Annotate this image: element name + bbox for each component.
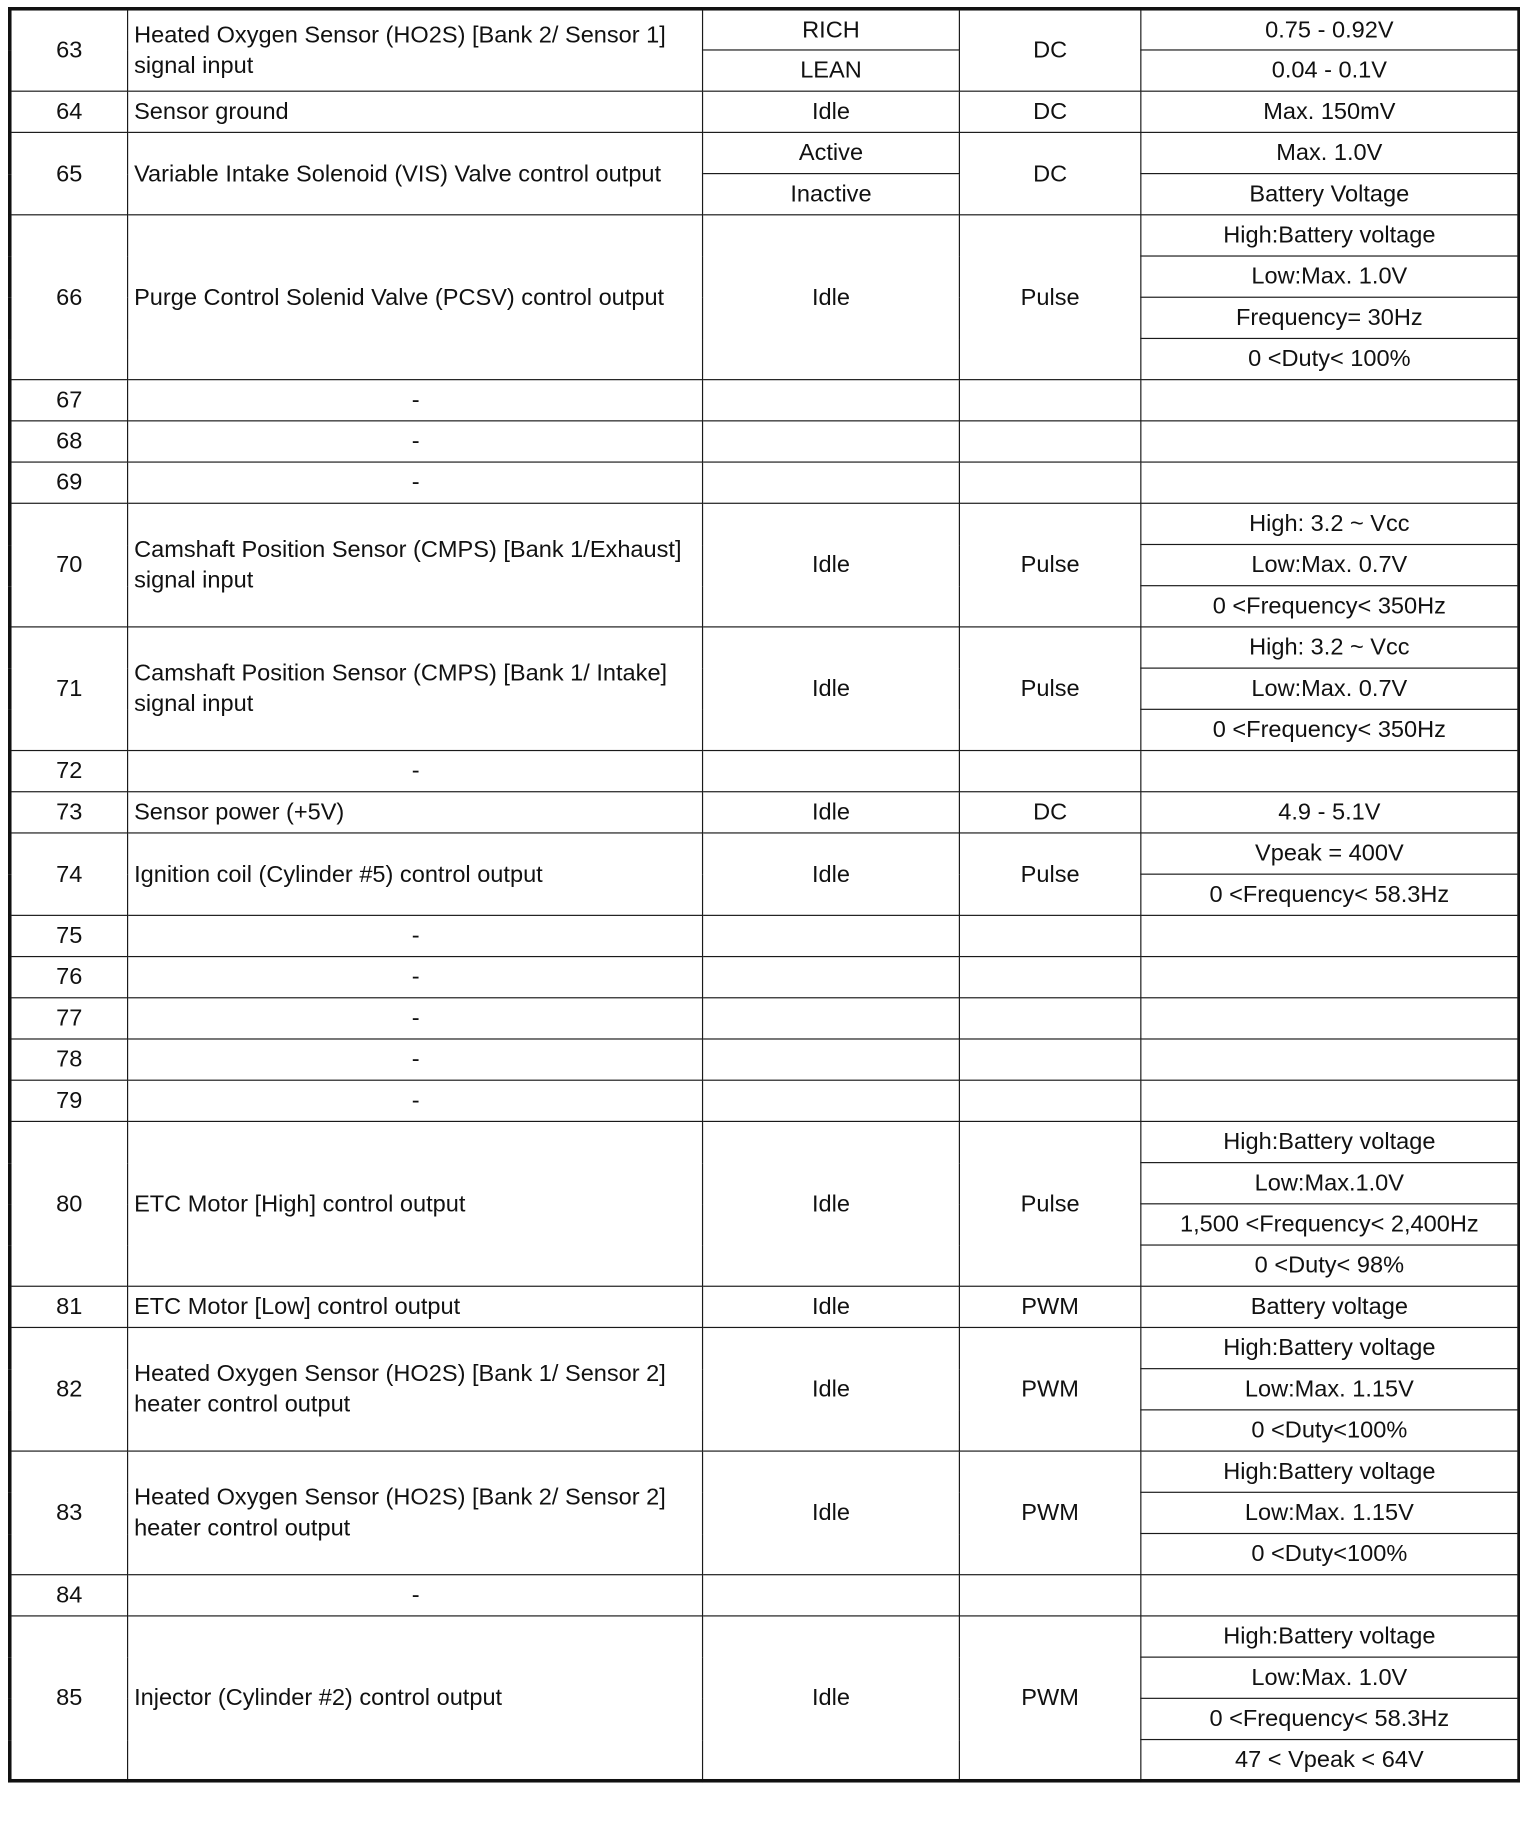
condition-cell: Idle	[703, 833, 960, 915]
signal-type-cell	[959, 1575, 1140, 1616]
description-cell: -	[128, 957, 703, 998]
signal-type-cell	[959, 998, 1140, 1039]
pin-number-cell: 82	[10, 1327, 128, 1451]
condition-cell	[703, 1039, 960, 1080]
specification-cell	[1141, 915, 1519, 956]
table-row	[10, 1080, 1519, 1121]
pin-number-cell: 76	[10, 957, 128, 998]
table-row	[10, 1121, 1519, 1162]
description-cell: -	[128, 998, 703, 1039]
specification-cell	[1141, 751, 1519, 792]
description-cell: -	[128, 421, 703, 462]
signal-type-cell: PWM	[959, 1327, 1140, 1451]
description-cell: -	[128, 1080, 703, 1121]
signal-type-cell	[959, 751, 1140, 792]
specification-cell: 0.04 - 0.1V	[1141, 50, 1519, 91]
description-cell: -	[128, 1039, 703, 1080]
description-cell: Purge Control Solenid Valve (PCSV) control output	[128, 215, 703, 380]
specification-cell: 0 <Duty<100%	[1141, 1533, 1519, 1574]
specification-cell	[1141, 462, 1519, 503]
signal-type-cell	[959, 462, 1140, 503]
description-cell: Camshaft Position Sensor (CMPS) [Bank 1/ Intake] signal input	[128, 627, 703, 751]
signal-type-cell: PWM	[959, 1451, 1140, 1575]
table-body	[10, 9, 1519, 1781]
pin-number-cell: 84	[10, 1575, 128, 1616]
specification-cell: Max. 150mV	[1141, 91, 1519, 132]
pin-number-cell: 70	[10, 503, 128, 627]
specification-cell: High: 3.2 ~ Vcc	[1141, 627, 1519, 668]
specification-cell	[1141, 421, 1519, 462]
signal-type-cell	[959, 380, 1140, 421]
condition-cell	[703, 915, 960, 956]
condition-cell	[703, 1575, 960, 1616]
specification-cell: Low:Max. 0.7V	[1141, 544, 1519, 585]
signal-type-cell: PWM	[959, 1616, 1140, 1781]
pin-number-cell: 85	[10, 1616, 128, 1781]
table-row	[10, 1451, 1519, 1492]
table-row	[10, 1616, 1519, 1657]
specification-cell: High:Battery voltage	[1141, 1451, 1519, 1492]
signal-type-cell: PWM	[959, 1286, 1140, 1327]
specification-cell: Low:Max. 1.15V	[1141, 1369, 1519, 1410]
table-row	[10, 627, 1519, 668]
specification-cell: Low:Max.1.0V	[1141, 1163, 1519, 1204]
signal-type-cell: DC	[959, 91, 1140, 132]
condition-cell: Idle	[703, 627, 960, 751]
signal-type-cell: Pulse	[959, 833, 1140, 915]
signal-type-cell: DC	[959, 132, 1140, 214]
specification-cell: 0 <Frequency< 350Hz	[1141, 586, 1519, 627]
description-cell: Injector (Cylinder #2) control output	[128, 1616, 703, 1781]
table-row	[10, 1286, 1519, 1327]
description-cell: ETC Motor [Low] control output	[128, 1286, 703, 1327]
pin-number-cell: 66	[10, 215, 128, 380]
table-row	[10, 9, 1519, 50]
description-cell: Heated Oxygen Sensor (HO2S) [Bank 2/ Sensor 1] signal input	[128, 9, 703, 91]
signal-type-cell: Pulse	[959, 215, 1140, 380]
specification-cell: 0 <Duty< 100%	[1141, 338, 1519, 379]
signal-type-cell: Pulse	[959, 627, 1140, 751]
specification-cell: 1,500 <Frequency< 2,400Hz	[1141, 1204, 1519, 1245]
specification-cell: High:Battery voltage	[1141, 1327, 1519, 1368]
table-row	[10, 132, 1519, 173]
condition-cell: Idle	[703, 792, 960, 833]
specification-cell: 0 <Frequency< 58.3Hz	[1141, 874, 1519, 915]
specification-cell: Battery Voltage	[1141, 174, 1519, 215]
condition-cell	[703, 1080, 960, 1121]
table-row	[10, 957, 1519, 998]
condition-cell	[703, 998, 960, 1039]
pin-spec-table	[8, 7, 1520, 1783]
signal-type-cell	[959, 915, 1140, 956]
pin-number-cell: 77	[10, 998, 128, 1039]
specification-cell	[1141, 957, 1519, 998]
table-row	[10, 833, 1519, 874]
signal-type-cell	[959, 1039, 1140, 1080]
specification-cell	[1141, 380, 1519, 421]
specification-cell: Max. 1.0V	[1141, 132, 1519, 173]
table-row	[10, 91, 1519, 132]
signal-type-cell: DC	[959, 9, 1140, 91]
condition-cell: RICH	[703, 9, 960, 50]
specification-cell: Vpeak = 400V	[1141, 833, 1519, 874]
specification-cell: 0.75 - 0.92V	[1141, 9, 1519, 50]
specification-cell: Battery voltage	[1141, 1286, 1519, 1327]
description-cell: Heated Oxygen Sensor (HO2S) [Bank 1/ Sensor 2] heater control output	[128, 1327, 703, 1451]
signal-type-cell	[959, 957, 1140, 998]
table-row	[10, 380, 1519, 421]
specification-cell	[1141, 1039, 1519, 1080]
signal-type-cell	[959, 421, 1140, 462]
table-row	[10, 915, 1519, 956]
condition-cell: Idle	[703, 1286, 960, 1327]
table-row	[10, 1327, 1519, 1368]
pin-number-cell: 78	[10, 1039, 128, 1080]
description-cell: Sensor ground	[128, 91, 703, 132]
condition-cell	[703, 380, 960, 421]
specification-cell: Low:Max. 1.0V	[1141, 1657, 1519, 1698]
specification-cell: Frequency= 30Hz	[1141, 297, 1519, 338]
description-cell: -	[128, 1575, 703, 1616]
condition-cell: Idle	[703, 1616, 960, 1781]
pin-number-cell: 71	[10, 627, 128, 751]
description-cell: Sensor power (+5V)	[128, 792, 703, 833]
condition-cell: Inactive	[703, 174, 960, 215]
pin-number-cell: 73	[10, 792, 128, 833]
pin-number-cell: 83	[10, 1451, 128, 1575]
specification-cell	[1141, 998, 1519, 1039]
condition-cell: Idle	[703, 215, 960, 380]
condition-cell	[703, 421, 960, 462]
table-row	[10, 998, 1519, 1039]
specification-cell: 0 <Frequency< 350Hz	[1141, 709, 1519, 750]
pin-number-cell: 74	[10, 833, 128, 915]
specification-cell: 47 < Vpeak < 64V	[1141, 1740, 1519, 1781]
signal-type-cell: DC	[959, 792, 1140, 833]
condition-cell	[703, 462, 960, 503]
specification-cell: Low:Max. 1.15V	[1141, 1492, 1519, 1533]
pin-number-cell: 79	[10, 1080, 128, 1121]
document-page	[8, 7, 1520, 1783]
table-row	[10, 503, 1519, 544]
description-cell: Heated Oxygen Sensor (HO2S) [Bank 2/ Sensor 2] heater control output	[128, 1451, 703, 1575]
condition-cell: LEAN	[703, 50, 960, 91]
pin-number-cell: 63	[10, 9, 128, 91]
condition-cell	[703, 957, 960, 998]
description-cell: Camshaft Position Sensor (CMPS) [Bank 1/Exhaust] signal input	[128, 503, 703, 627]
specification-cell: High:Battery voltage	[1141, 215, 1519, 256]
specification-cell: High: 3.2 ~ Vcc	[1141, 503, 1519, 544]
description-cell: Variable Intake Solenoid (VIS) Valve control output	[128, 132, 703, 214]
description-cell: -	[128, 462, 703, 503]
specification-cell: 4.9 - 5.1V	[1141, 792, 1519, 833]
pin-number-cell: 81	[10, 1286, 128, 1327]
pin-number-cell: 72	[10, 751, 128, 792]
specification-cell: High:Battery voltage	[1141, 1121, 1519, 1162]
pin-number-cell: 68	[10, 421, 128, 462]
description-cell: -	[128, 751, 703, 792]
specification-cell: 0 <Duty< 98%	[1141, 1245, 1519, 1286]
table-row	[10, 215, 1519, 256]
table-row	[10, 462, 1519, 503]
table-row	[10, 751, 1519, 792]
specification-cell: Low:Max. 1.0V	[1141, 256, 1519, 297]
pin-number-cell: 67	[10, 380, 128, 421]
condition-cell: Active	[703, 132, 960, 173]
specification-cell	[1141, 1575, 1519, 1616]
pin-number-cell: 69	[10, 462, 128, 503]
table-row	[10, 1039, 1519, 1080]
specification-cell: 0 <Duty<100%	[1141, 1410, 1519, 1451]
pin-number-cell: 65	[10, 132, 128, 214]
description-cell: Ignition coil (Cylinder #5) control output	[128, 833, 703, 915]
pin-number-cell: 64	[10, 91, 128, 132]
specification-cell: Low:Max. 0.7V	[1141, 668, 1519, 709]
condition-cell: Idle	[703, 1451, 960, 1575]
condition-cell: Idle	[703, 1121, 960, 1286]
description-cell: -	[128, 915, 703, 956]
condition-cell	[703, 751, 960, 792]
condition-cell: Idle	[703, 1327, 960, 1451]
table-row	[10, 1575, 1519, 1616]
specification-cell: High:Battery voltage	[1141, 1616, 1519, 1657]
signal-type-cell: Pulse	[959, 503, 1140, 627]
specification-cell	[1141, 1080, 1519, 1121]
pin-number-cell: 80	[10, 1121, 128, 1286]
signal-type-cell	[959, 1080, 1140, 1121]
description-cell: ETC Motor [High] control output	[128, 1121, 703, 1286]
signal-type-cell: Pulse	[959, 1121, 1140, 1286]
condition-cell: Idle	[703, 503, 960, 627]
specification-cell: 0 <Frequency< 58.3Hz	[1141, 1698, 1519, 1739]
condition-cell: Idle	[703, 91, 960, 132]
table-row	[10, 792, 1519, 833]
description-cell: -	[128, 380, 703, 421]
table-row	[10, 421, 1519, 462]
pin-number-cell: 75	[10, 915, 128, 956]
